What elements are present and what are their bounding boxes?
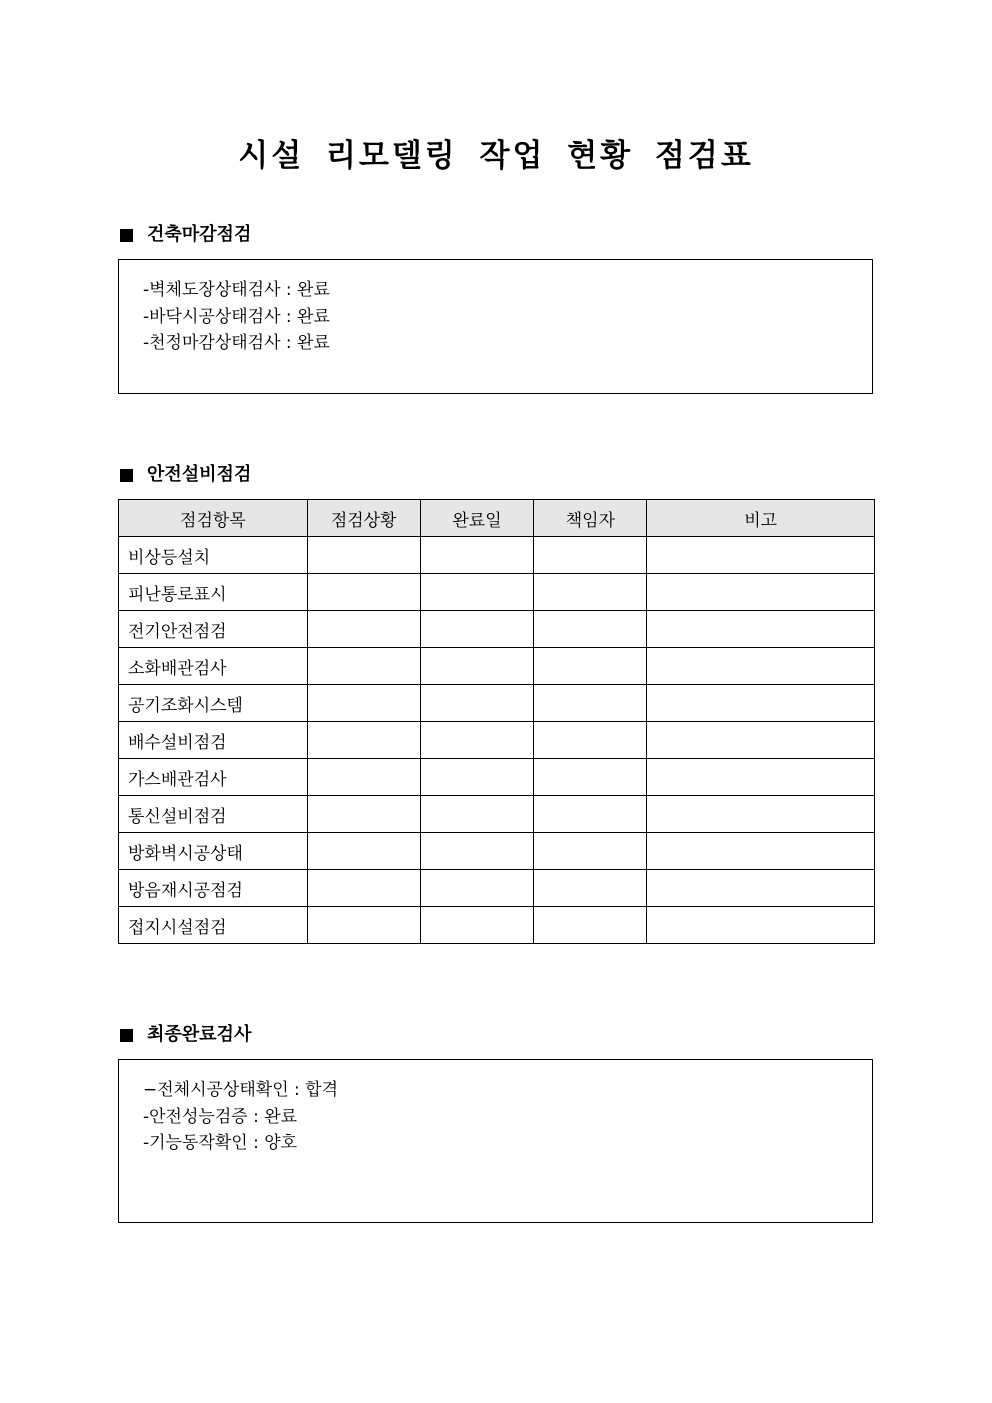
table-row bbox=[119, 574, 875, 611]
remarks-cell[interactable] bbox=[647, 537, 875, 574]
table-header-row bbox=[119, 500, 875, 537]
column-header-manager: 책임자 bbox=[534, 500, 647, 537]
manager-cell[interactable] bbox=[534, 537, 647, 574]
remarks-cell[interactable] bbox=[647, 722, 875, 759]
column-header-status: 점검상황 bbox=[307, 500, 420, 537]
status-cell[interactable] bbox=[307, 722, 420, 759]
status-cell[interactable] bbox=[307, 870, 420, 907]
remarks-cell[interactable] bbox=[647, 759, 875, 796]
square-bullet-icon bbox=[120, 229, 133, 242]
square-bullet-icon bbox=[120, 1029, 133, 1042]
remarks-cell[interactable] bbox=[647, 870, 875, 907]
completion-date-cell[interactable] bbox=[420, 870, 534, 907]
manager-cell[interactable] bbox=[534, 574, 647, 611]
building-finish-box bbox=[118, 259, 873, 394]
status-cell[interactable] bbox=[307, 907, 420, 944]
section-heading-building-finish bbox=[118, 223, 251, 247]
completion-date-cell[interactable] bbox=[420, 759, 534, 796]
check-item-cell: 피난통로표시 bbox=[119, 574, 308, 611]
table-row bbox=[119, 648, 875, 685]
manager-cell[interactable] bbox=[534, 722, 647, 759]
final-inspection-box bbox=[118, 1059, 873, 1223]
table-row bbox=[119, 611, 875, 648]
remarks-cell[interactable] bbox=[647, 796, 875, 833]
remarks-cell[interactable] bbox=[647, 833, 875, 870]
status-cell[interactable] bbox=[307, 648, 420, 685]
manager-cell[interactable] bbox=[534, 796, 647, 833]
check-item-cell: 접지시설점검 bbox=[119, 907, 308, 944]
status-cell[interactable] bbox=[307, 685, 420, 722]
remarks-cell[interactable] bbox=[647, 611, 875, 648]
remarks-cell[interactable] bbox=[647, 648, 875, 685]
remarks-cell[interactable] bbox=[647, 574, 875, 611]
remarks-cell[interactable] bbox=[647, 685, 875, 722]
square-bullet-icon bbox=[120, 469, 133, 482]
check-item-cell: 비상등설치 bbox=[119, 537, 308, 574]
status-cell[interactable] bbox=[307, 574, 420, 611]
final-inspection-line: −전체시공상태확인 : 합격 bbox=[143, 1080, 338, 1100]
check-item-cell: 소화배관검사 bbox=[119, 648, 308, 685]
building-finish-line: -바닥시공상태검사 : 완료 bbox=[143, 306, 330, 327]
manager-cell[interactable] bbox=[534, 870, 647, 907]
table-row bbox=[119, 759, 875, 796]
manager-cell[interactable] bbox=[534, 685, 647, 722]
check-item-cell: 배수설비점검 bbox=[119, 722, 308, 759]
table-row bbox=[119, 833, 875, 870]
final-inspection-line: -기능동작확인 : 양호 bbox=[143, 1133, 298, 1153]
column-header-remarks: 비고 bbox=[647, 500, 875, 537]
section-heading-label: 건축마감점검 bbox=[147, 224, 252, 245]
manager-cell[interactable] bbox=[534, 833, 647, 870]
check-item-cell: 가스배관검사 bbox=[119, 759, 308, 796]
completion-date-cell[interactable] bbox=[420, 611, 534, 648]
section-heading-label: 최종완료검사 bbox=[147, 1024, 252, 1045]
table-row bbox=[119, 685, 875, 722]
manager-cell[interactable] bbox=[534, 611, 647, 648]
completion-date-cell[interactable] bbox=[420, 685, 534, 722]
column-header-completion-date: 완료일 bbox=[420, 500, 534, 537]
section-heading-final-inspection bbox=[118, 1023, 251, 1047]
remarks-cell[interactable] bbox=[647, 907, 875, 944]
table-row bbox=[119, 722, 875, 759]
status-cell[interactable] bbox=[307, 759, 420, 796]
table-row bbox=[119, 907, 875, 944]
building-finish-line: -천정마감상태검사 : 완료 bbox=[143, 333, 330, 353]
completion-date-cell[interactable] bbox=[420, 722, 534, 759]
check-item-cell: 방화벽시공상태 bbox=[119, 833, 308, 870]
completion-date-cell[interactable] bbox=[420, 833, 534, 870]
page-title: 시설 리모델링 작업 현황 점검표 bbox=[238, 138, 754, 174]
status-cell[interactable] bbox=[307, 833, 420, 870]
table-row bbox=[119, 537, 875, 574]
manager-cell[interactable] bbox=[534, 648, 647, 685]
check-item-cell: 전기안전점검 bbox=[119, 611, 308, 648]
safety-check-table bbox=[118, 499, 875, 944]
check-item-cell: 통신설비점검 bbox=[119, 796, 308, 833]
column-header-item: 점검항목 bbox=[119, 500, 308, 537]
table-row bbox=[119, 796, 875, 833]
final-inspection-line: -안전성능검증 : 완료 bbox=[143, 1106, 298, 1127]
section-heading-label: 안전설비점검 bbox=[147, 464, 252, 485]
completion-date-cell[interactable] bbox=[420, 537, 534, 574]
table-row bbox=[119, 870, 875, 907]
manager-cell[interactable] bbox=[534, 759, 647, 796]
status-cell[interactable] bbox=[307, 537, 420, 574]
completion-date-cell[interactable] bbox=[420, 907, 534, 944]
completion-date-cell[interactable] bbox=[420, 648, 534, 685]
status-cell[interactable] bbox=[307, 796, 420, 833]
manager-cell[interactable] bbox=[534, 907, 647, 944]
check-item-cell: 방음재시공점검 bbox=[119, 870, 308, 907]
status-cell[interactable] bbox=[307, 611, 420, 648]
completion-date-cell[interactable] bbox=[420, 796, 534, 833]
building-finish-line: -벽체도장상태검사 : 완료 bbox=[143, 280, 330, 300]
check-item-cell: 공기조화시스템 bbox=[119, 685, 308, 722]
section-heading-safety-equipment bbox=[118, 463, 251, 487]
completion-date-cell[interactable] bbox=[420, 574, 534, 611]
